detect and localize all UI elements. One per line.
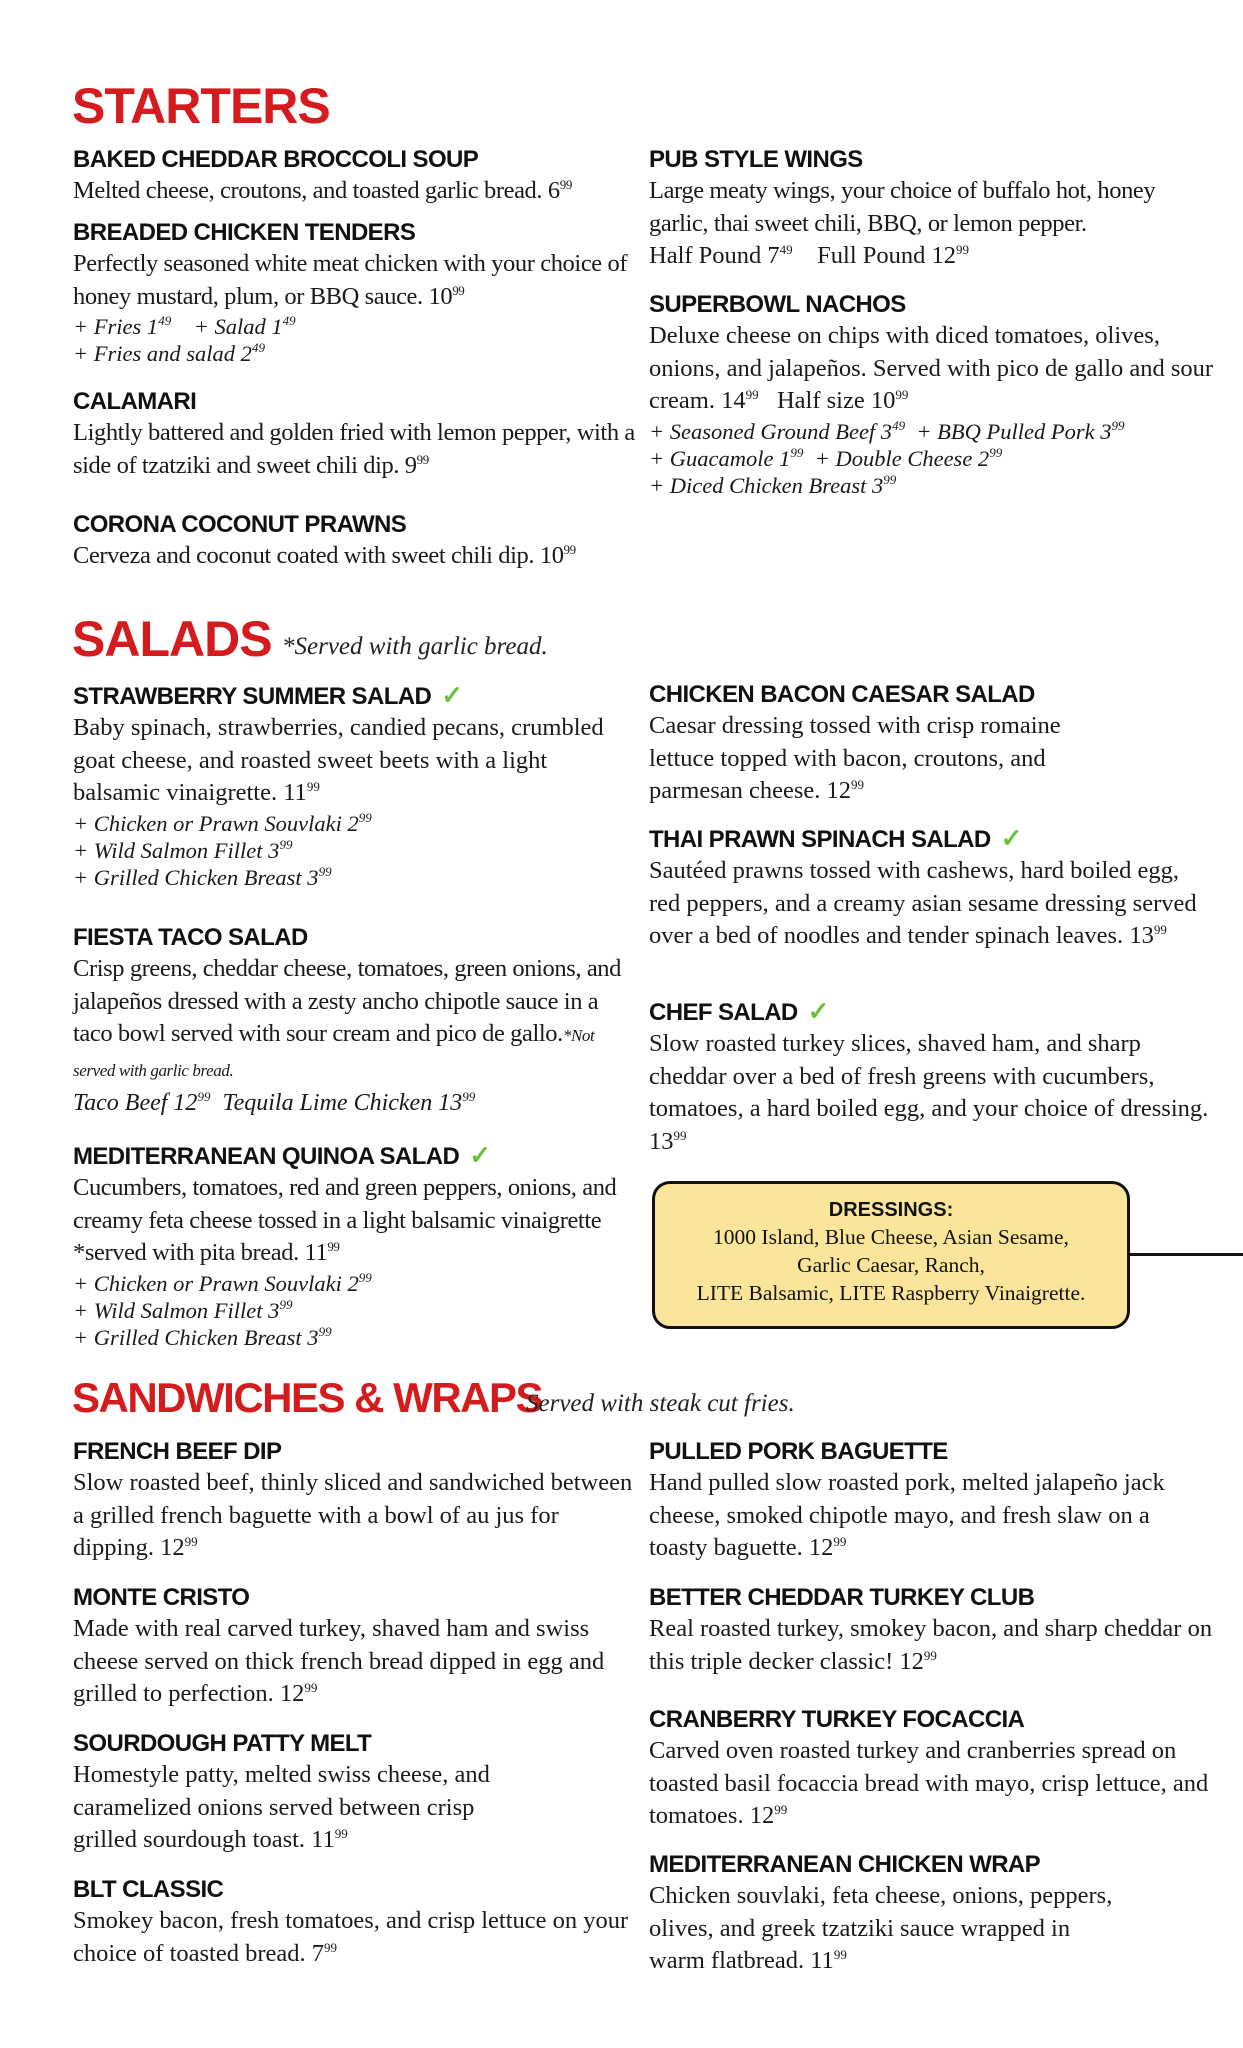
item-addon: + Grilled Chicken Breast $3^{99}$ (73, 1323, 332, 1350)
item-name: MEDITERRANEAN CHICKEN WRAP (649, 1851, 1041, 1878)
item-name: CHICKEN BACON CAESAR SALAD (649, 681, 1035, 708)
item-description: Smokey bacon, fresh tomatoes, and crisp lettuce on your choice of toasted bread. $7^{99}$ (73, 1907, 629, 1967)
checkmark-icon: ✓ (441, 680, 463, 710)
item-name: BREADED CHICKEN TENDERS (73, 219, 416, 246)
menu-item-blt-classic (73, 1875, 638, 1970)
item-price: $14^{99}$ (721, 387, 759, 414)
menu-item-broccoli-soup (73, 145, 638, 208)
item-addon: + Fries $1^{49}$ + Salad $1^{49}$ (73, 313, 296, 339)
item-name: FIESTA TACO SALAD (73, 924, 308, 951)
item-addon: + Chicken or Prawn Souvlaki $2^{99}$ (73, 1269, 372, 1296)
item-name: CHEF SALAD ✓ (649, 996, 829, 1026)
item-addon: + Diced Chicken Breast $3^{99}$ (649, 471, 897, 498)
item-name: CRANBERRY TURKEY FOCACCIA (649, 1706, 1025, 1733)
item-name: SOURDOUGH PATTY MELT (73, 1730, 372, 1757)
item-price: $9^{99}$ (404, 451, 429, 479)
item-price: $13^{99}$ (649, 1127, 687, 1155)
connector-line (1130, 1253, 1243, 1256)
menu-item-superbowl-nachos (649, 290, 1214, 499)
item-description: Real roasted turkey, smokey bacon, and sharp cheddar on this triple decker classic! $12^{99}$ (649, 1615, 1213, 1675)
item-price: $7^{99}$ (311, 1939, 338, 1967)
item-price: $12^{99}$ (826, 777, 865, 804)
item-addon: + Grilled Chicken Breast $3^{99}$ (73, 863, 332, 890)
item-name: BAKED CHEDDAR BROCCOLI SOUP (73, 146, 479, 173)
item-half-price: Half size $10^{99}$ (776, 387, 909, 414)
dressings-line: 1000 Island, Blue Cheese, Asian Sesame, (713, 1225, 1069, 1249)
item-description: Large meaty wings, your choice of buffalo hot, honey garlic, thai sweet chili, BBQ, or lemon pepper. (649, 177, 1156, 237)
item-name: STRAWBERRY SUMMER SALAD ✓ (73, 680, 463, 710)
menu-item-coconut-prawns (73, 510, 638, 573)
item-addon: + Wild Salmon Fillet $3^{99}$ (73, 1296, 293, 1323)
item-addon: + Seasoned Ground Beef $3^{49}$ + BBQ Pulled Pork $3^{99}$ (649, 417, 1125, 444)
item-description: Baby spinach, strawberries, candied pecans, crumbled goat cheese, and roasted sweet beets with a light balsamic vinaigrette. $11^{99}$ (73, 714, 604, 806)
menu-item-chicken-wrap (649, 1850, 1214, 1978)
menu-item-calamari (73, 387, 638, 482)
item-name: SUPERBOWL NACHOS (649, 291, 906, 318)
item-description: Cerveza and coconut coated with sweet chili dip. $10^{99}$ (73, 542, 576, 569)
item-name: MEDITERRANEAN QUINOA SALAD ✓ (73, 1140, 491, 1170)
item-price-options: Half Pound $7^{49}$ Full Pound $12^{99}$ (649, 242, 970, 269)
item-addon: + Guacamole $1^{99}$ + Double Cheese $2^{99}$ (649, 444, 1003, 471)
item-addon: + Chicken or Prawn Souvlaki $2^{99}$ (73, 809, 372, 836)
item-name: THAI PRAWN SPINACH SALAD ✓ (649, 823, 1022, 853)
item-description: Melted cheese, croutons, and toasted garlic bread. $6^{99}$ (73, 177, 572, 204)
item-description: Slow roasted beef, thinly sliced and sandwiched between a grilled french baguette with a bowl of au jus for dipping. $12^{99}$ (73, 1469, 633, 1561)
menu-item-strawberry-salad (73, 680, 638, 891)
item-price-options: Taco Beef $12^{99}$ Tequila Lime Chicken $13^{99}$ (73, 1089, 476, 1116)
menu-item-monte-cristo (73, 1583, 638, 1711)
item-name: BLT CLASSIC (73, 1876, 224, 1903)
item-description: Perfectly seasoned white meat chicken with your choice of honey mustard, plum, or BBQ sauce. $10^{99}$ (73, 250, 628, 310)
item-name: CORONA COCONUT PRAWNS (73, 511, 407, 538)
menu-item-cranberry-focaccia (649, 1705, 1214, 1833)
checkmark-icon: ✓ (1000, 823, 1022, 853)
item-price: $12^{99}$ (160, 1534, 198, 1561)
checkmark-icon: ✓ (469, 1140, 491, 1170)
dressings-title: DRESSINGS: (828, 1199, 954, 1221)
item-price: $12^{99}$ (749, 1802, 788, 1829)
menu-item-patty-melt (73, 1729, 638, 1857)
item-description: Crisp greens, cheddar cheese, tomatoes, green onions, and jalapeños dressed with a zesty ancho chipotle sauce in a taco bowl served with sour cream and pico de gallo.*Not served with garlic bread. (73, 955, 621, 1080)
dressings-box (652, 1181, 1130, 1329)
item-description: Made with real carved turkey, shaved ham and swiss cheese served on thick french bread dipped in egg and grilled to perfection. $12^{99}$ (73, 1615, 605, 1707)
item-description: Sautéed prawns tossed with cashews, hard boiled egg, red peppers, and a creamy asian sesame dressing served over a bed of noodles and tender spinach leaves. $13^{99}$ (649, 857, 1197, 949)
item-addon: + Fries and salad $2^{49}$ (73, 340, 265, 366)
item-description: Cucumbers, tomatoes, red and green peppers, onions, and creamy feta cheese tossed in a light balsamic vinaigrette *served with pita bread. $11^{99}$ (73, 1174, 617, 1266)
dressings-line: LITE Balsamic, LITE Raspberry Vinaigrette. (696, 1281, 1086, 1305)
item-name: MONTE CRISTO (73, 1584, 250, 1611)
item-addon: + Wild Salmon Fillet $3^{99}$ (73, 836, 293, 863)
item-price: $11^{99}$ (311, 1826, 348, 1853)
item-name: PUB STYLE WINGS (649, 146, 863, 173)
item-price: $12^{99}$ (899, 1647, 937, 1675)
item-price: $12^{99}$ (279, 1680, 318, 1707)
item-price: $13^{99}$ (1129, 922, 1167, 949)
menu-item-cheddar-turkey-club (649, 1583, 1214, 1678)
item-description: Hand pulled slow roasted pork, melted jalapeño jack cheese, smoked chipotle mayo, and fresh slaw on a toasty baguette. $12^{99}$ (649, 1469, 1165, 1561)
menu-item-chef-salad (649, 996, 1214, 1158)
item-description: Caesar dressing tossed with crisp romaine lettuce topped with bacon, croutons, and parmesan cheese. $12^{99}$ (649, 712, 1061, 804)
item-description: Lightly battered and golden fried with lemon pepper, with a side of tzatziki and sweet chili dip. $9^{99}$ (73, 419, 635, 479)
section-title-sandwiches: SANDWICHES & WRAPS (72, 1374, 543, 1421)
item-price: $10^{99}$ (539, 542, 576, 569)
item-price: $11^{99}$ (283, 779, 320, 806)
item-description: Carved oven roasted turkey and cranberries spread on toasted basil focaccia bread with mayo, crisp lettuce, and tomatoes. $12^{99}$ (649, 1737, 1209, 1829)
item-price: $10^{99}$ (428, 282, 465, 310)
item-description: Deluxe cheese on chips with diced tomatoes, olives, onions, and jalapeños. Served with pico de gallo and sour cream. $14^{99}$ Half size $10^{99}$ (649, 322, 1214, 414)
item-price: $12^{99}$ (808, 1534, 847, 1561)
item-name: BETTER CHEDDAR TURKEY CLUB (649, 1584, 1035, 1611)
item-price: $11^{99}$ (304, 1239, 340, 1266)
section-title-salads: SALADS (72, 611, 272, 667)
menu-item-french-beef-dip (73, 1437, 638, 1565)
section-title-starters: STARTERS (72, 78, 330, 134)
item-description: Homestyle patty, melted swiss cheese, and caramelized onions served between crisp grilled sourdough toast. $11^{99}$ (73, 1761, 490, 1853)
salads-note: *Served with garlic bread. (282, 633, 548, 660)
item-price: $11^{99}$ (810, 1947, 847, 1974)
menu-item-pulled-pork-baguette (649, 1437, 1214, 1565)
menu-item-quinoa-salad (73, 1140, 638, 1351)
sandwiches-note: Served with steak cut fries. (526, 1390, 795, 1417)
menu-item-caesar-salad (649, 680, 1214, 808)
dressings-line: Garlic Caesar, Ranch, (797, 1253, 985, 1277)
menu-item-chicken-tenders (73, 218, 638, 367)
item-description: Chicken souvlaki, feta cheese, onions, peppers, olives, and greek tzatziki sauce wrapped in warm flatbread. $11^{99}$ (649, 1882, 1113, 1974)
item-name: PULLED PORK BAGUETTE (649, 1438, 948, 1465)
item-name: CALAMARI (73, 388, 197, 415)
menu-item-pub-wings (649, 145, 1214, 273)
item-name: FRENCH BEEF DIP (73, 1438, 282, 1465)
item-price: $6^{99}$ (547, 177, 572, 204)
menu-item-thai-prawn-salad (649, 823, 1214, 953)
menu-item-fiesta-taco-salad (73, 923, 638, 1119)
item-note: *Not served with garlic bread. (73, 1026, 595, 1080)
checkmark-icon: ✓ (807, 996, 829, 1026)
item-description: Slow roasted turkey slices, shaved ham, and sharp cheddar over a bed of fresh greens with cucumbers, tomatoes, a hard boiled egg, and your choice of dressing. $13^{99}$ (649, 1030, 1209, 1155)
